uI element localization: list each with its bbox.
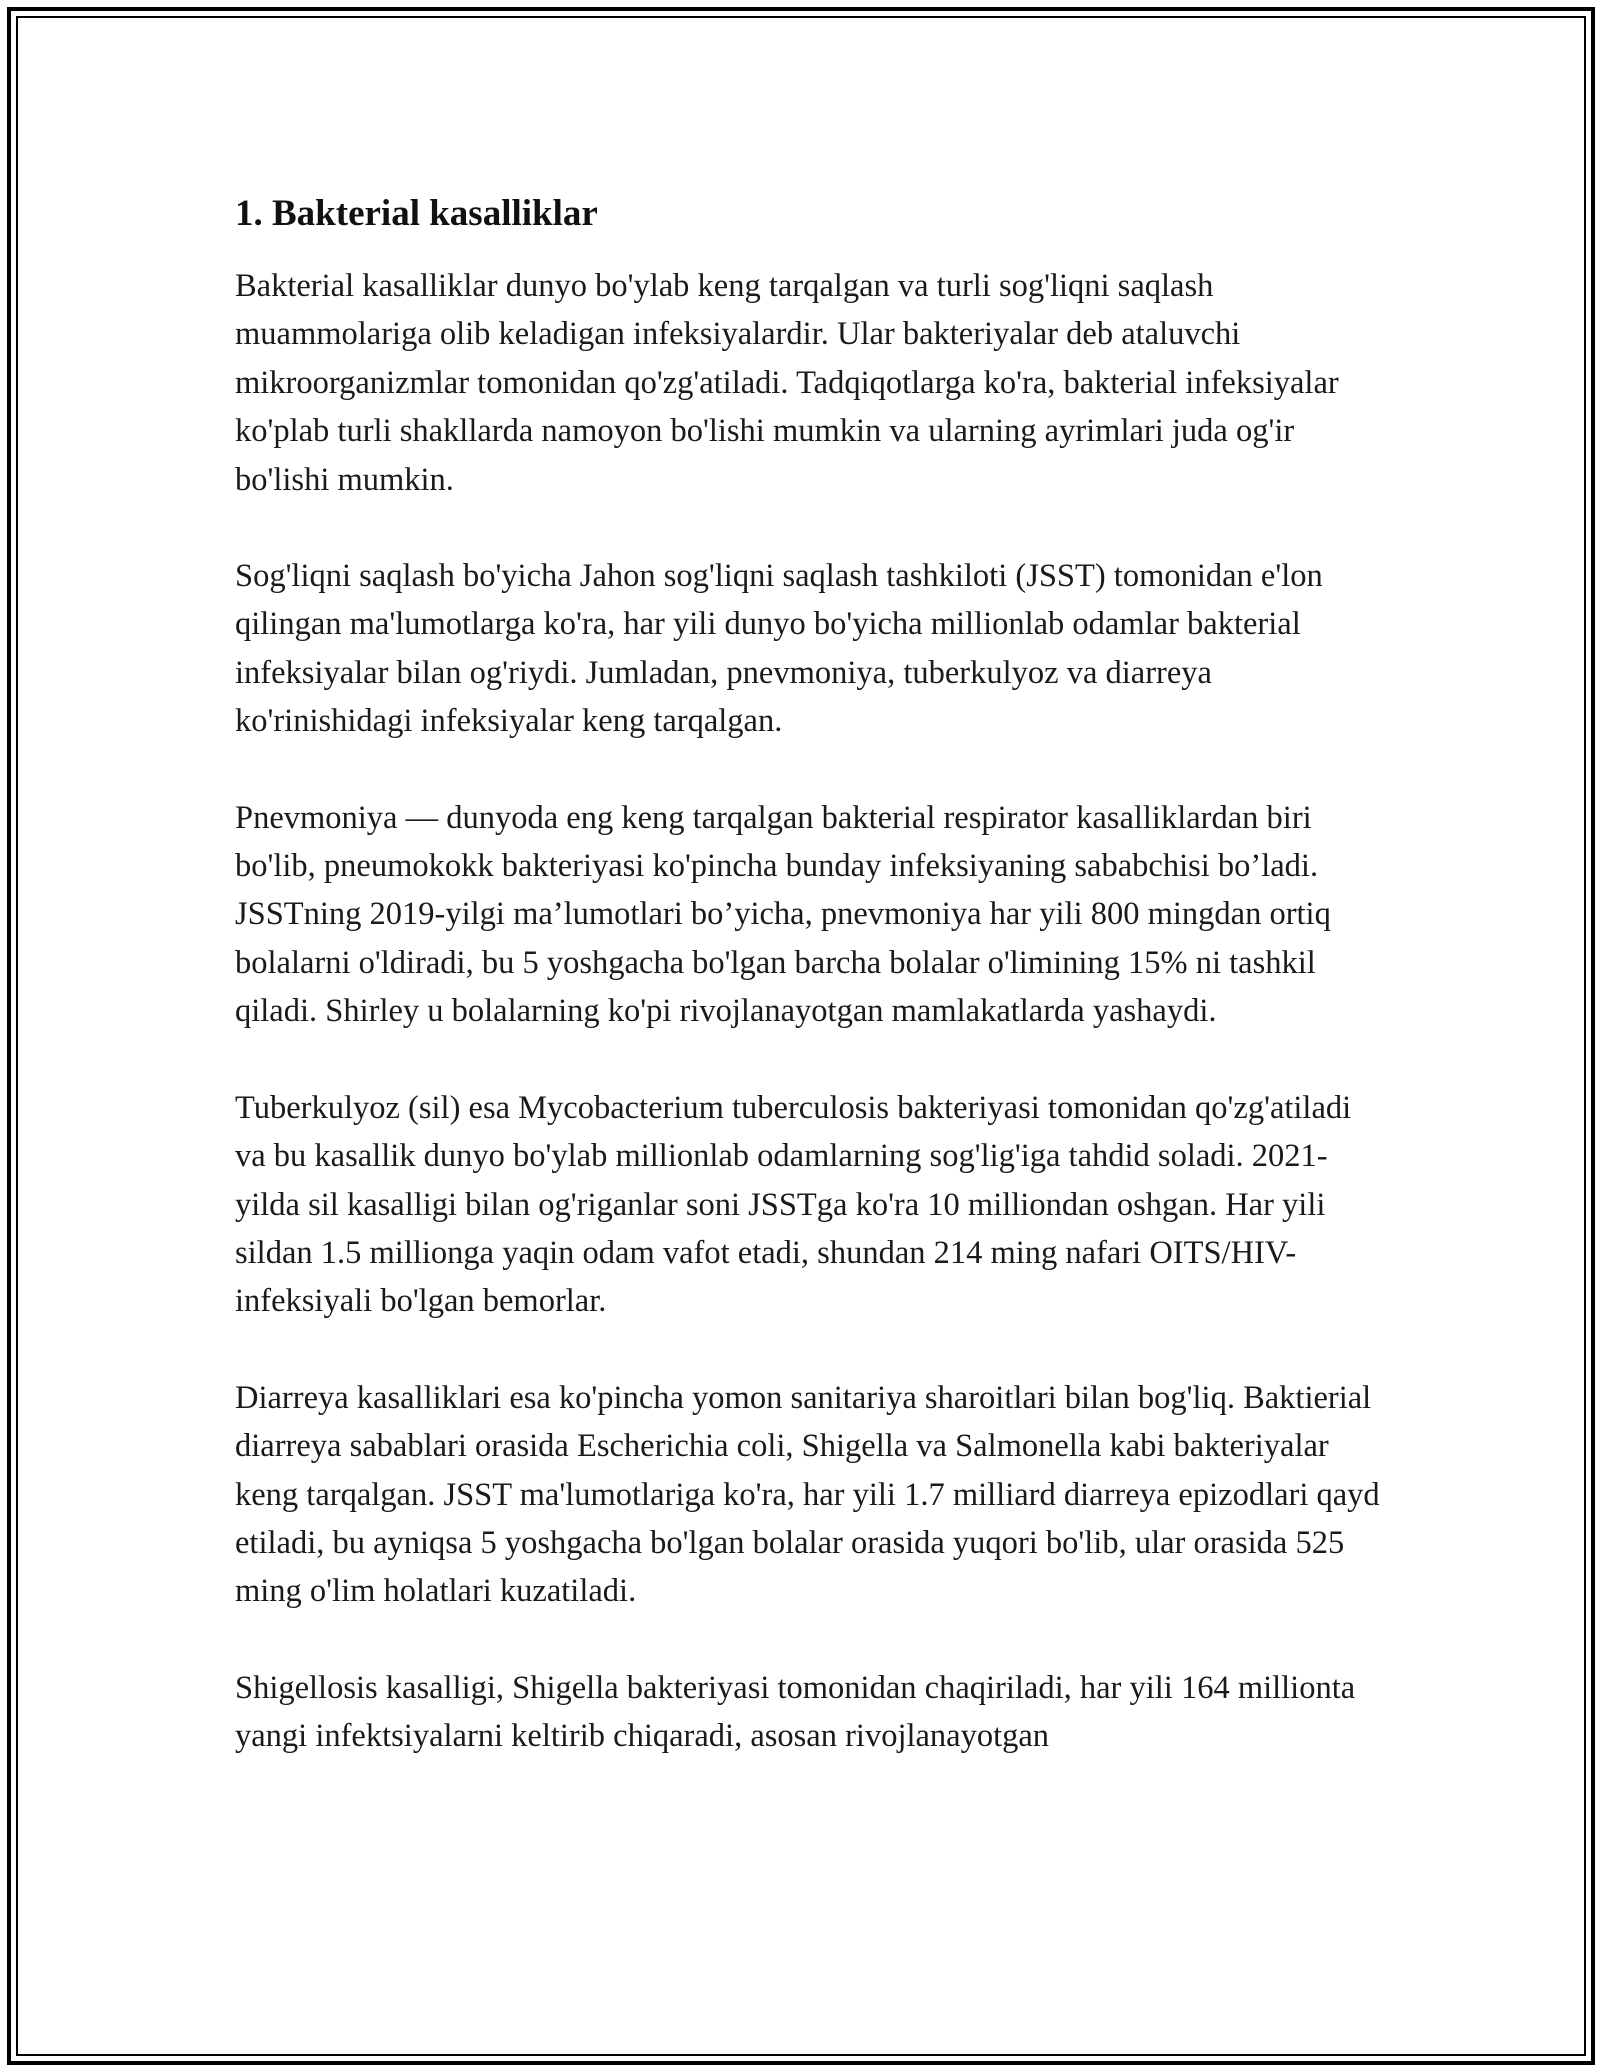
paragraph-diarrhea: Diarreya kasalliklari esa ko'pincha yomon sanitariya sharoitlari bilan bog'liq. Baktierial diarreya sabablari orasida Escherichia coli, Shigella va Salmonella kabi bakteriyalar keng tarqalgan. JSST ma'lumotlariga ko'ra, har yili 1.7 milliard diarreya epizodlari qayd etiladi, bu ayniqsa 5 yoshgacha bo'lgan bolalar orasida yuqori bo'lib, ular orasida 525 ming o'lim holatlari kuzatiladi. <box>235 1379 1380 1610</box>
paragraph-who-stats: Sog'liqni saqlash bo'yicha Jahon sog'liqni saqlash tashkiloti (JSST) tomonidan e'lon qilingan ma'lumotlarga ko'ra, har yili dunyo bo'yicha millionlab odamlar bakterial infeksiyalar bilan og'riydi. Jumladan, pnevmoniya, tuberkulyoz va diarreya ko'rinishidagi infeksiyalar keng tarqalgan. <box>235 558 1323 740</box>
document-body <box>235 190 1385 1809</box>
paragraph-intro: Bakterial kasalliklar dunyo bo'ylab keng tarqalgan va turli sog'liqni saqlash muammolariga olib keladigan infeksiyalardir. Ular bakteriyalar deb ataluvchi mikroorganizmlar tomonidan qo'zg'atiladi. Tadqiqotlarga ko'ra, bakterial infeksiyalar ko'plab turli shakllarda namoyon bo'lishi mumkin va ularning ayrimlari juda og'ir bo'lishi mumkin. <box>235 268 1339 498</box>
paragraph-shigellosis: Shigellosis kasalligi, Shigella bakteriyasi tomonidan chaqiriladi, har yili 164 millionta yangi infektsiyalarni keltirib chiqaradi, asosan rivojlanayotgan <box>235 1669 1356 1755</box>
paragraph-pneumonia: Pnevmoniya — dunyoda eng keng tarqalgan bakterial respirator kasalliklardan biri bo'lib, pneumokokk bakteriyasi ko'pincha bunday infeksiyaning sababchisi bo’ladi. JSSTning 2019-yilgi ma’lumotlari bo’yicha, pnevmoniya har yili 800 mingdan ortiq bolalarni o'ldiradi, bu 5 yoshgacha bo'lgan barcha bolalar o'limining 15% ni tashkil qiladi. Shirley u bolalarning ko'pi rivojlanayotgan mamlakatlarda yashaydi. <box>235 799 1331 1030</box>
paragraph-tuberculosis: Tuberkulyoz (sil) esa Mycobacterium tuberculosis bakteriyasi tomonidan qo'zg'atiladi va bu kasallik dunyo bo'ylab millionlab odamlarning sog'lig'iga tahdid soladi. 2021-yilda sil kasalligi bilan og'riganlar soni JSSTga ko'ra 10 milliondan oshgan. Har yili sildan 1.5 millionga yaqin odam vafot etadi, shundan 214 ming nafari OITS/HIV-infeksiyali bo'lgan bemorlar. <box>235 1089 1352 1320</box>
section-heading: 1. Bakterial kasalliklar <box>235 193 598 234</box>
